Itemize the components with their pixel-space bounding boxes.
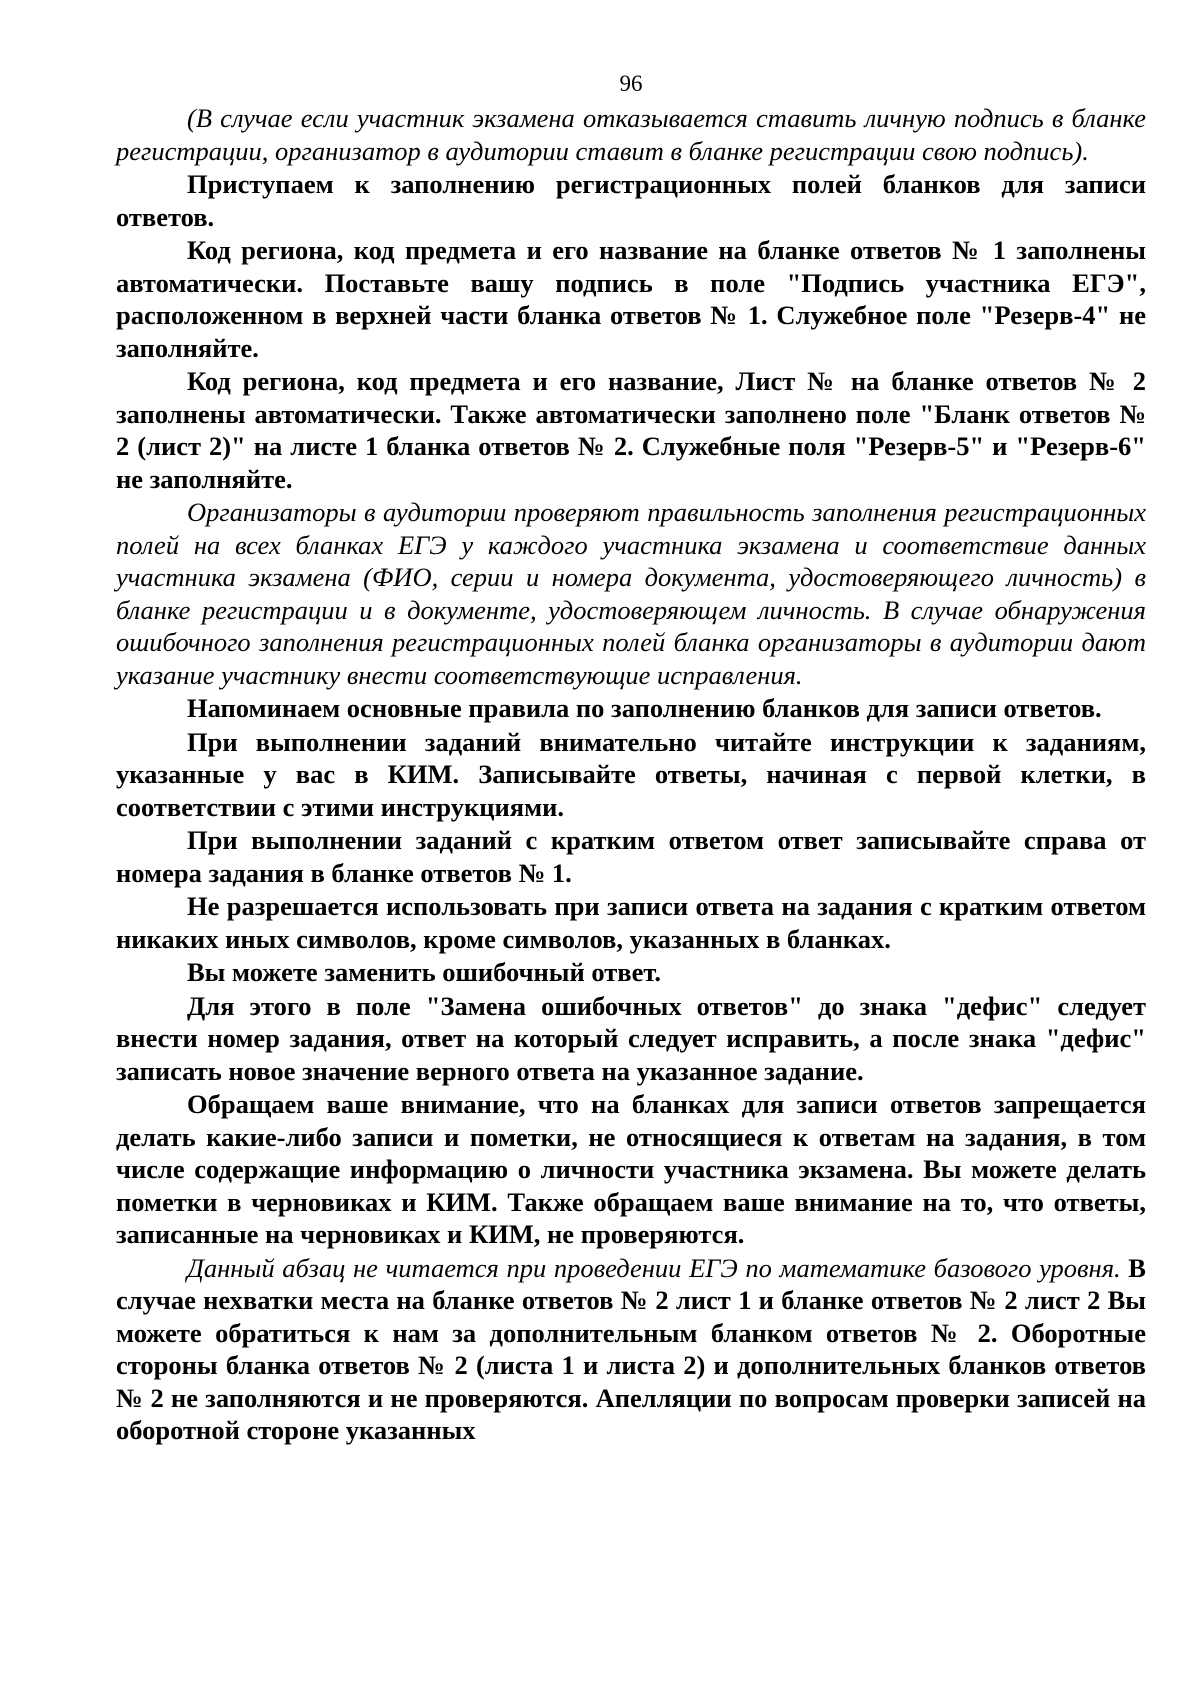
paragraph-short-answer: При выполнении заданий с кратким ответом ответ записывайте справа от номера задания в бланке ответов № 1.	[116, 825, 1146, 888]
paragraph-start-registration: Приступаем к заполнению регистрационных полей бланков для записи ответов.	[116, 169, 1146, 232]
paragraph-answer-sheet-2: Код региона, код предмета и его название, Лист № на бланке ответов № 2 заполнены автоматически. Также автоматически заполнено поле "Бланк ответов № 2 (лист 2)" на листе 1 бланка ответов № 2. Служебные поля "Резерв-5" и "Резерв-6" не заполняйте.	[116, 366, 1146, 494]
page-number: 96	[619, 71, 643, 96]
paragraph-additional-sheets-note: Данный абзац не читается при проведении ЕГЭ по математике базового уровня.	[187, 1252, 1121, 1283]
paragraph-attention-notes: Обращаем ваше внимание, что на бланках для записи ответов запрещается делать какие-либо записи и пометки, не относящиеся к ответам на задания, в том числе содержащие информацию о личности участника экзамена. Вы можете делать пометки в черновиках и КИМ. Также обращаем ваше внимание на то, что ответы, записанные на черновиках и КИМ, не проверяются.	[116, 1089, 1146, 1249]
paragraph-replacement-procedure: Для этого в поле "Замена ошибочных ответов" до знака "дефис" следует внести номер задания, ответ на который следует исправить, а после знака "дефис" записать новое значение верного ответа на указанное задание.	[116, 990, 1146, 1086]
paragraph-symbols-rule: Не разрешается использовать при записи ответа на задания с кратким ответом никаких иных символов, кроме символов, указанных в бланках.	[116, 891, 1146, 954]
paragraph-replace-answer: Вы можете заменить ошибочный ответ.	[187, 957, 662, 987]
paragraph-instructions: При выполнении заданий внимательно читайте инструкции к заданиям, указанные у вас в КИМ. Записывайте ответы, начиная с первой клетки, в соответствии с этими инструкциями.	[116, 726, 1146, 822]
paragraph-organizer-check: Организаторы в аудитории проверяют правильность заполнения регистрационных полей на всех бланках ЕГЭ у каждого участника экзамена и соответствие данных участника экзамена (ФИО, серии и номера документа, удостоверяющего личность) в бланке регистрации и в документе, удостоверяющем личность. В случае обнаружения ошибочного заполнения регистрационных полей бланка организаторы в аудитории дают указание участнику внести соответствующие исправления.	[116, 497, 1146, 690]
paragraph-additional-sheets	[116, 1252, 1146, 1447]
paragraph-signature-note: (В случае если участник экзамена отказывается ставить личную подпись в бланке регистрации, организатор в аудитории ставит в бланке регистрации свою подпись).	[116, 103, 1146, 166]
paragraph-answer-sheet-1: Код региона, код предмета и его название на бланке ответов № 1 заполнены автоматически. Поставьте вашу подпись в поле "Подпись участника ЕГЭ", расположенном в верхней части бланка ответов № 1. Служебное поле "Резерв-4" не заполняйте.	[116, 235, 1146, 363]
paragraph-rules-reminder: Напоминаем основные правила по заполнению бланков для записи ответов.	[187, 693, 1102, 723]
paragraph-additional-sheets-text: В случае нехватки места на бланке ответов № 2 лист 1 и бланке ответов № 2 лист 2 Вы можете обратиться к нам за дополнительным бланком ответов № 2. Оборотные стороны бланка ответов № 2 (листа 1 и листа 2) и дополнительных бланков ответов № 2 не заполняются и не проверяются. Апелляции по вопросам проверки записей на оборотной стороне указанных	[116, 1252, 1146, 1445]
document-page	[116, 68, 1146, 1447]
